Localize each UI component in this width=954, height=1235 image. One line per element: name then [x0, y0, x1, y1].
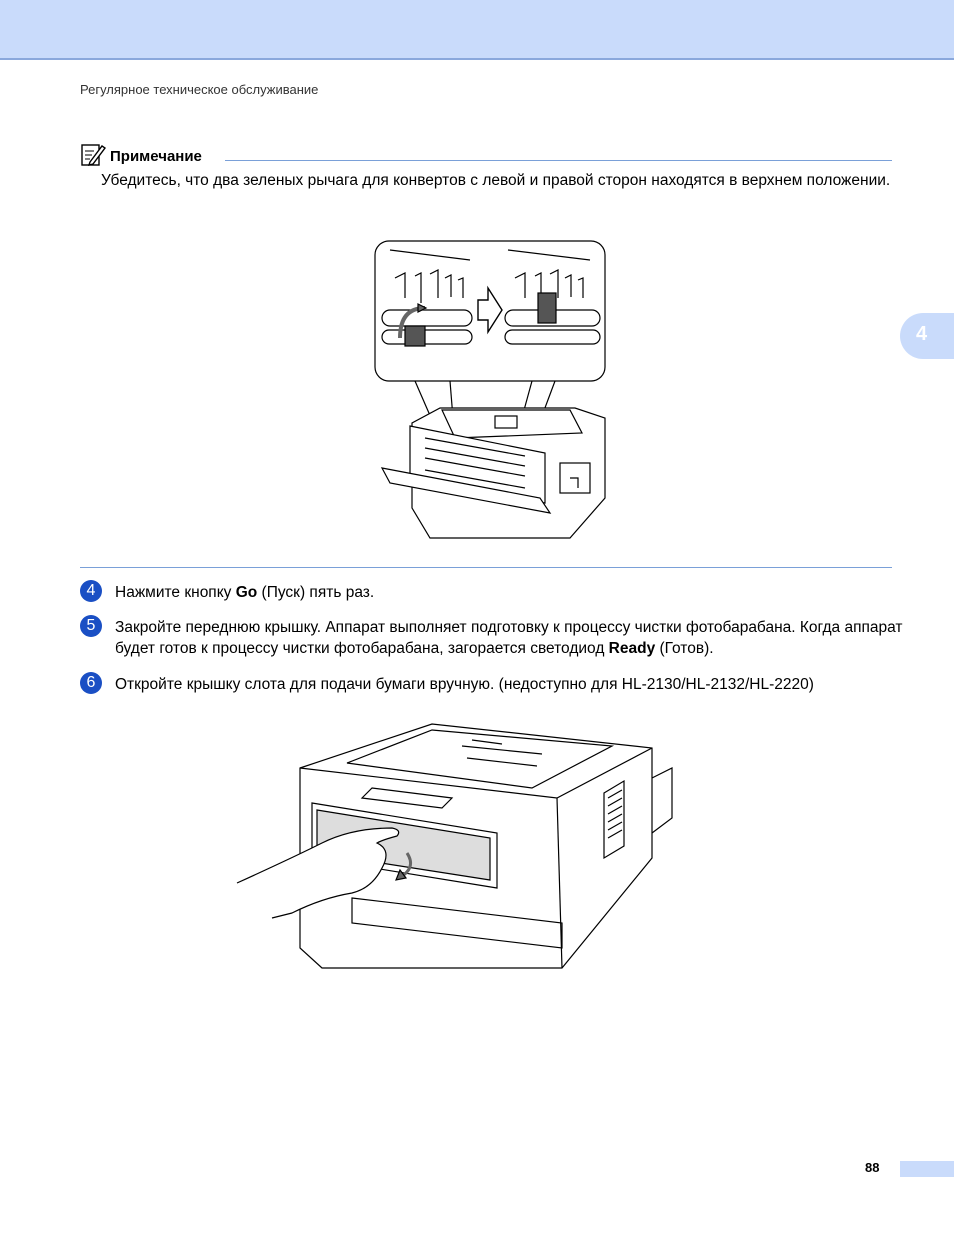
- step-number-badge: 4: [80, 580, 102, 602]
- breadcrumb: Регулярное техническое обслуживание: [80, 82, 319, 97]
- step-text: Откройте крышку слота для подачи бумаги вручную. (недоступно для HL-2130/HL-2132/HL-2220): [115, 676, 814, 693]
- step-6: [80, 672, 910, 696]
- step-5: [80, 615, 910, 661]
- step-number-badge: 5: [80, 615, 102, 637]
- step-text: Нажмите кнопку Go (Пуск) пять раз.: [115, 584, 375, 601]
- go-button-label: Go: [235, 584, 258, 601]
- footer-tab: [900, 1161, 954, 1177]
- header-band: [0, 0, 954, 60]
- note-text: Убедитесь, что два зеленых рычага для конвертов с левой и правой сторон находятся в верхнем положении.: [101, 172, 891, 189]
- page-number: 88: [865, 1160, 880, 1175]
- note-rule: [225, 160, 892, 161]
- section-rule: [80, 567, 892, 568]
- note-title: Примечание: [110, 148, 202, 165]
- manual-feed-slot-illustration: [232, 718, 692, 978]
- step-4: [80, 580, 910, 604]
- step-text: Закройте переднюю крышку. Аппарат выполняет подготовку к процессу чистки фотобарабана. Когда аппарат будет готов к процессу чистки фотобарабана, загорается светодиод Ready (Готов).: [115, 619, 903, 657]
- chapter-number: 4: [916, 323, 928, 345]
- ready-led-label: Ready: [608, 640, 656, 657]
- step-number-badge: 6: [80, 672, 102, 694]
- chapter-tab: [900, 313, 954, 359]
- note-header: [80, 142, 892, 168]
- note-pencil-icon: [80, 142, 106, 168]
- envelope-levers-illustration: [370, 238, 610, 543]
